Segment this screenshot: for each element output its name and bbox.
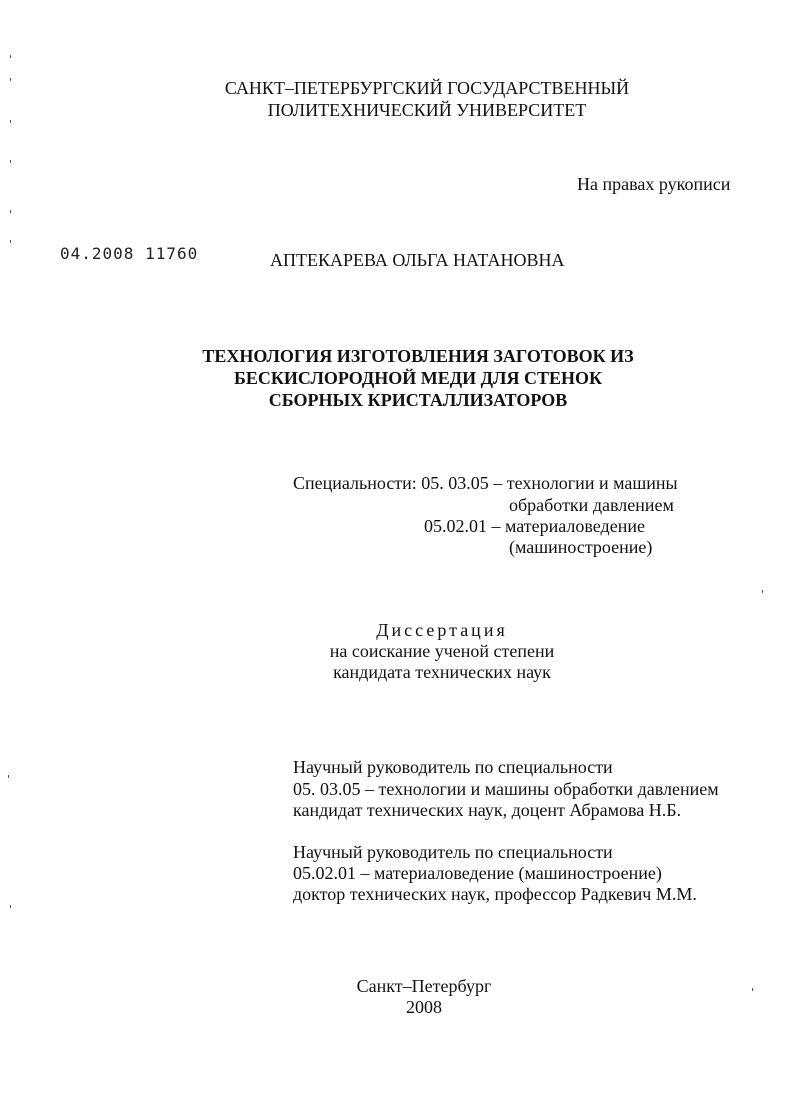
scan-speck	[10, 160, 11, 163]
scan-speck	[10, 240, 11, 243]
thesis-title-line-3: СБОРНЫХ КРИСТАЛЛИЗАТОРОВ	[268, 390, 568, 410]
scan-speck	[10, 905, 11, 908]
specialties-line-2: обработки давлением	[509, 495, 674, 515]
supervisor1-line-3: кандидат технических наук, доцент Абрамова Н.Б.	[293, 800, 682, 820]
specialties-line-1: Специальности: 05. 03.05 – технологии и машины	[293, 473, 678, 493]
footer-year: 2008	[406, 997, 442, 1017]
specialties-line-4: (машиностроение)	[509, 537, 653, 557]
supervisor1-line-1: Научный руководитель по специальности	[293, 757, 613, 777]
thesis-title-line-1: ТЕХНОЛОГИЯ ИЗГОТОВЛЕНИЯ ЗАГОТОВОК ИЗ	[202, 346, 634, 366]
supervisor2-line-1: Научный руководитель по специальности	[293, 842, 613, 862]
dissertation-degree-line-2: кандидата технических наук	[333, 662, 551, 682]
supervisor2-line-2: 05.02.01 – материаловедение (машиностроение)	[293, 863, 662, 883]
university-name-line-2: ПОЛИТЕХНИЧЕСКИЙ УНИВЕРСИТЕТ	[267, 100, 587, 120]
dissertation-degree-line-1: на соискание ученой степени	[329, 641, 555, 661]
footer-city: Санкт–Петербург	[356, 976, 492, 996]
scan-speck	[8, 775, 9, 778]
registration-stamp: 04.2008 11760	[60, 244, 199, 263]
scan-speck	[762, 590, 763, 593]
author-name: АПТЕКАРЕВА ОЛЬГА НАТАНОВНА	[270, 250, 565, 270]
scan-speck	[10, 55, 11, 58]
university-name-line-1: САНКТ–ПЕТЕРБУРГСКИЙ ГОСУДАРСТВЕННЫЙ	[224, 78, 630, 98]
specialties-line-3: 05.02.01 – материаловедение	[424, 516, 645, 536]
scan-speck	[10, 210, 11, 213]
dissertation-heading: Диссертация	[376, 620, 508, 640]
supervisor2-line-3: доктор технических наук, профессор Радкевич М.М.	[293, 884, 697, 904]
supervisor1-line-2: 05. 03.05 – технологии и машины обработки давлением	[293, 779, 719, 799]
thesis-title-line-2: БЕСКИСЛОРОДНОЙ МЕДИ ДЛЯ СТЕНОК	[233, 368, 603, 388]
rights-note: На правах рукописи	[577, 174, 731, 194]
